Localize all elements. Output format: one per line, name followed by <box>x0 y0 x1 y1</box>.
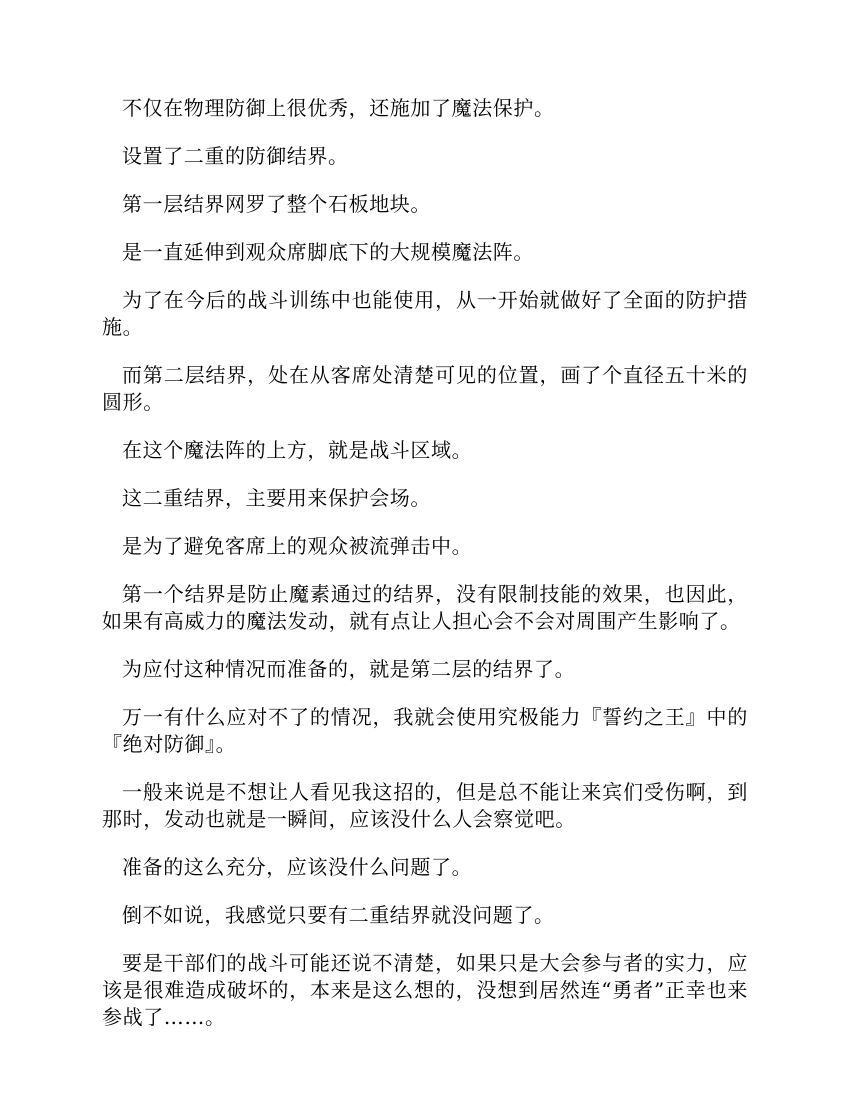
paragraph: 是一直延伸到观众席脚底下的大规模魔法阵。 <box>122 240 534 264</box>
paragraph: 为应付这种情况而准备的，就是第二层的结界了。 <box>122 657 576 681</box>
paragraph: 设置了二重的防御结界。 <box>122 144 349 168</box>
paragraph: 而第二层结界，处在从客席处清楚可见的位置，画了个直径五十米的圆形。 <box>102 363 748 414</box>
paragraph: 不仅在物理防御上很优秀，还施加了魔法保护。 <box>122 96 555 120</box>
paragraph: 在这个魔法阵的上方，就是战斗区域。 <box>122 438 473 462</box>
paragraph: 准备的这么充分，应该没什么问题了。 <box>122 855 473 879</box>
paragraph: 为了在今后的战斗训练中也能使用，从一开始就做好了全面的防护措施。 <box>102 288 748 339</box>
paragraph: 第一层结界网罗了整个石板地块。 <box>122 192 431 216</box>
paragraph: 万一有什么应对不了的情况，我就会使用究极能力『誓约之王』中的『绝对防御』。 <box>102 705 748 756</box>
paragraph: 要是干部们的战斗可能还说不清楚，如果只是大会参与者的实力，应该是很难造成破坏的，本来是这么想的，没想到居然连“勇者”正幸也来参战了……。 <box>102 951 748 1029</box>
paragraph: 一般来说是不想让人看见我这招的，但是总不能让来宾们受伤啊，到那时，发动也就是一瞬间，应该没什么人会察觉吧。 <box>102 780 748 831</box>
document-body <box>102 95 748 1052</box>
paragraph: 这二重结界，主要用来保护会场。 <box>122 486 431 510</box>
paragraph: 倒不如说，我感觉只要有二重结界就没问题了。 <box>122 903 555 927</box>
paragraph: 第一个结界是防止魔素通过的结界，没有限制技能的效果，也因此，如果有高威力的魔法发动，就有点让人担心会不会对周围产生影响了。 <box>102 582 748 633</box>
paragraph: 是为了避免客席上的观众被流弹击中。 <box>122 534 473 558</box>
